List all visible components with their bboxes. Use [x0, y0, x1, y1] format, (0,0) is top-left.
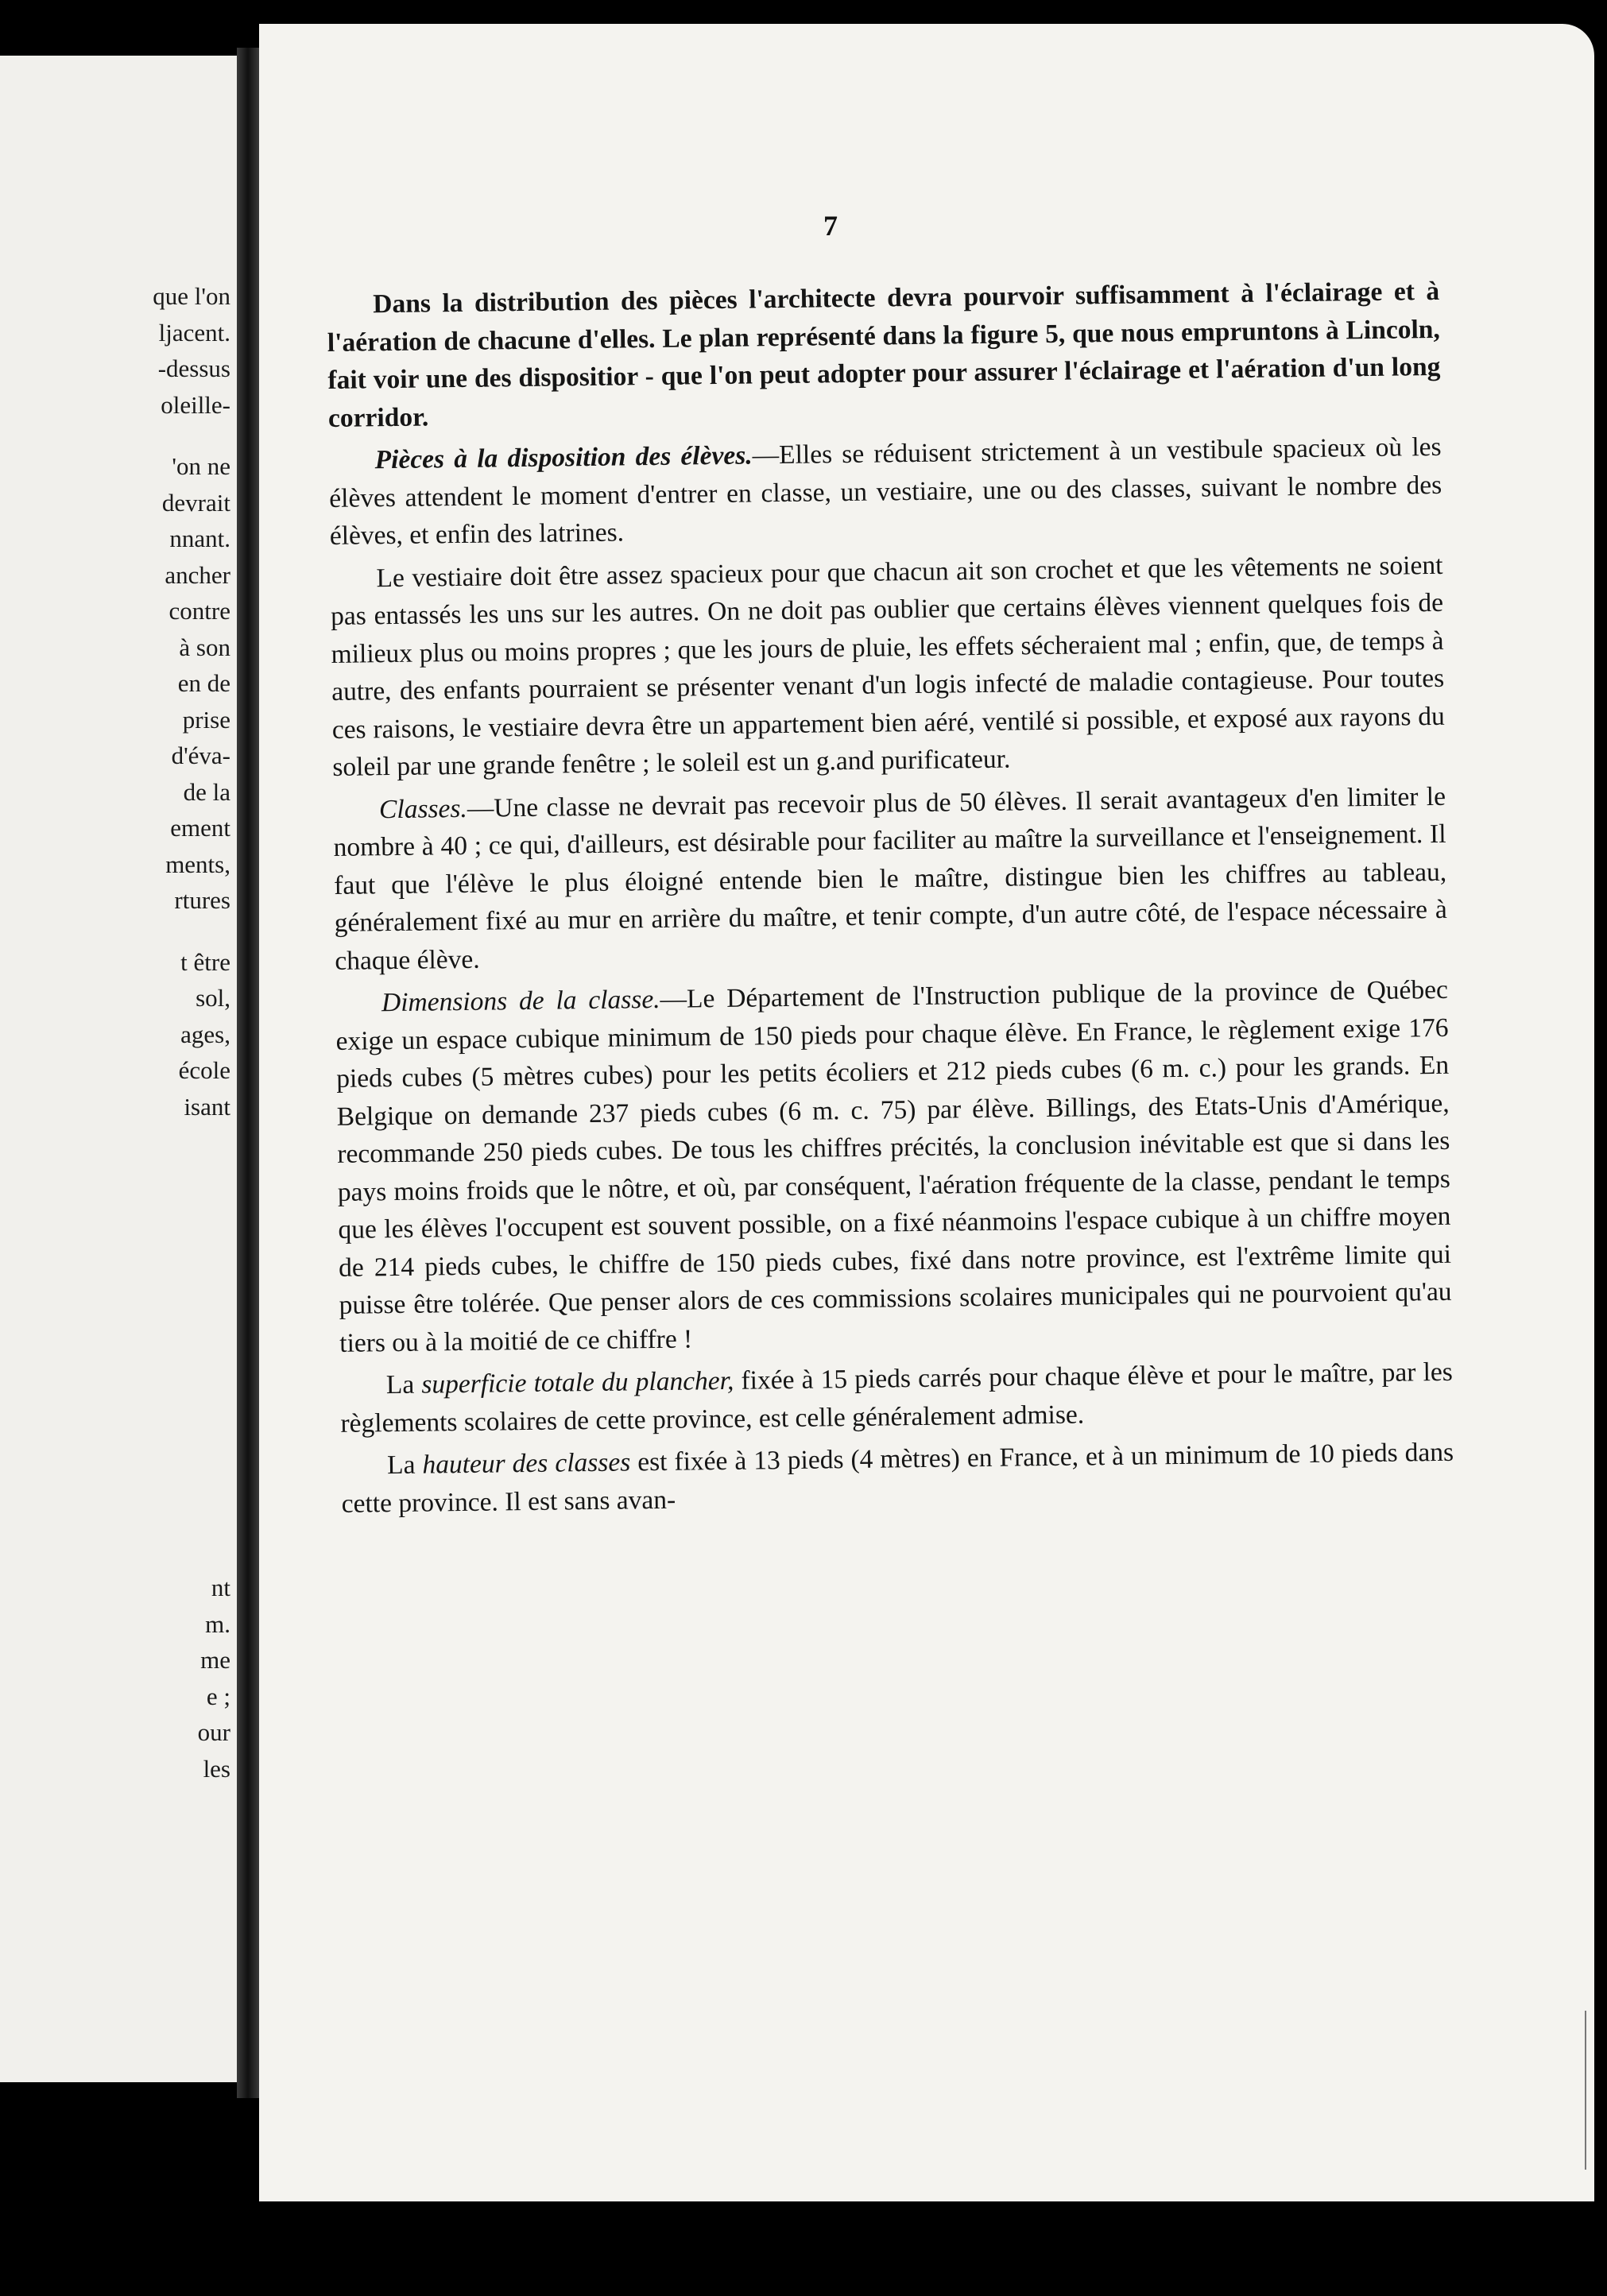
inline-emphasis: superficie totale du plancher, [421, 1365, 734, 1400]
section-heading: Classes. [378, 793, 468, 824]
left-page-fragment [0, 56, 237, 2082]
left-line: me [200, 1646, 230, 1674]
left-line: que l'on [153, 282, 230, 310]
paragraph [333, 777, 1448, 980]
left-line: de la [183, 777, 230, 806]
paragraph-prefix: La [386, 1450, 423, 1481]
left-line: m. [205, 1609, 230, 1638]
left-line: nnant. [169, 525, 230, 552]
left-line: e ; [206, 1682, 230, 1710]
left-line: ancher [165, 560, 230, 589]
paragraph-prefix: La [385, 1369, 422, 1400]
page-body [327, 273, 1454, 1527]
paragraph-text: —Une classe ne devrait pas recevoir plus de 50 élèves. Il serait avantageux d'en limiter le nombre à 40 ; ce qui, d'ailleurs, est désirable pour faciliter au maître la surveillance et l'enseignement. Il faut que l'élève le plus éloigné entende bien le maître, distingue bien les chiffres au tableau, généralement fixé au mur en arrière du maître, et tenir compte, d'un autre côté, de l'espace nécessaire à chaque élève. [333, 781, 1447, 976]
page-number: 7 [823, 210, 838, 242]
paragraph [330, 546, 1445, 786]
left-line: nt [211, 1574, 230, 1601]
paragraph-text: fixée à 15 pieds carrés pour chaque élève et pour le maître, par les règlements scolaires de cette province, est celle généralement admise. [340, 1357, 1454, 1438]
left-line: t être [180, 947, 230, 976]
left-line: oleille- [161, 390, 230, 419]
left-line: our [197, 1718, 230, 1746]
paragraph-text: Dans la distribution des pièces l'architecte devra pourvoir suffisamment à l'éclairage et à l'aération de chacune d'elles. Le plan représenté dans la figure 5, que nous empruntons à Lincoln, fait voir une des dispositior - que l'on peut adopter pour assurer l'éclairage et l'aération d'un long corridor. [327, 276, 1441, 433]
left-line: sol, [196, 984, 230, 1012]
left-line: -dessus [157, 354, 230, 382]
left-line: isant [184, 1092, 230, 1121]
paragraph-text: —Elles se réduisent strictement à un vestibule spacieux où les élèves attendent le moment d'entrer en classe, un vestiaire, une ou des classes, suivant le nombre des élèves, et enfin des latrines. [329, 432, 1442, 551]
left-line: en de [177, 669, 230, 697]
paragraph [341, 1434, 1454, 1523]
paragraph [335, 971, 1453, 1362]
paragraph-text: Le vestiaire doit être assez spacieux pour que chacun ait son crochet et que les vêtements ne soient pas entassés les uns sur les autres. On ne doit pas oublier que certains élèves viennent quelques fois de milieux plus ou moins propres ; que les jours de pluie, les effets sécheraient mal ; enfin, que, de temps à autre, des enfants pourraient se présenter venant d'un logis infecté de maladie contagieuse. Pour toutes ces raisons, le vestiaire devra être un appartement bien aéré, ventilé si possible, et exposé aux rayons du soleil par une grande fenêtre ; le soleil est un g.and purificateur. [330, 550, 1445, 782]
left-line: ages, [180, 1020, 230, 1048]
paragraph-text: est fixée à 13 pieds (4 mètres) en France, et à un minimum de 10 pieds dans cette province. Il est sans avan- [341, 1437, 1454, 1519]
left-page-text [32, 278, 230, 1787]
paragraph [328, 428, 1442, 556]
left-line: 'on ne [172, 452, 230, 480]
book-gutter [237, 48, 259, 2098]
inline-emphasis: hauteur des classes [422, 1447, 631, 1480]
left-line: ement [170, 814, 230, 842]
paragraph [327, 273, 1441, 437]
left-line: devrait [161, 488, 230, 517]
left-line: les [203, 1754, 230, 1783]
left-line: d'éva- [171, 741, 230, 769]
left-line: ljacent. [158, 318, 230, 347]
section-heading: Pièces à la disposition des élèves. [374, 440, 753, 475]
left-line: école [178, 1056, 230, 1084]
right-page [259, 24, 1594, 2201]
left-line: rtures [174, 886, 230, 914]
left-line: contre [168, 597, 230, 625]
paragraph [340, 1353, 1454, 1442]
left-line: à son [179, 633, 230, 661]
page-curl [1537, 2011, 1586, 2170]
section-heading: Dimensions de la classe. [381, 984, 660, 1018]
left-line: ments, [165, 850, 230, 878]
left-line: prise [182, 705, 230, 734]
paragraph-text: —Le Département de l'Instruction publique de la province de Québec exige un espace cubique minimum de 150 pieds pour chaque élève. En France, le règlement exige 176 pieds cubes (5 mètres cubes) pour les petits écoliers et 212 pieds cubes (6 m. c.) pour les grands. En Belgique on demande 237 pieds cubes (6 m. c. 75) par élève. Billings, des Etats-Unis d'Amérique, recommande 250 pieds cubes. De tous les chiffres précités, la conclusion inévitable est que si dans les pays moins froids que le nôtre, et où, par conséquent, l'aération fréquente de la classe, pendant le temps que les élèves l'occupent est souvent possible, on a fixé néanmoins l'espace cubique à un chiffre moyen de 214 pieds cubes, le chiffre de 150 pieds cubes, fixé dans notre province, est l'extrême limite qui puisse être tolérée. Que penser alors de ces commissions scolaires municipales qui ne pourvoient qu'au tiers ou à la moitié de ce chiffre ! [335, 974, 1452, 1358]
